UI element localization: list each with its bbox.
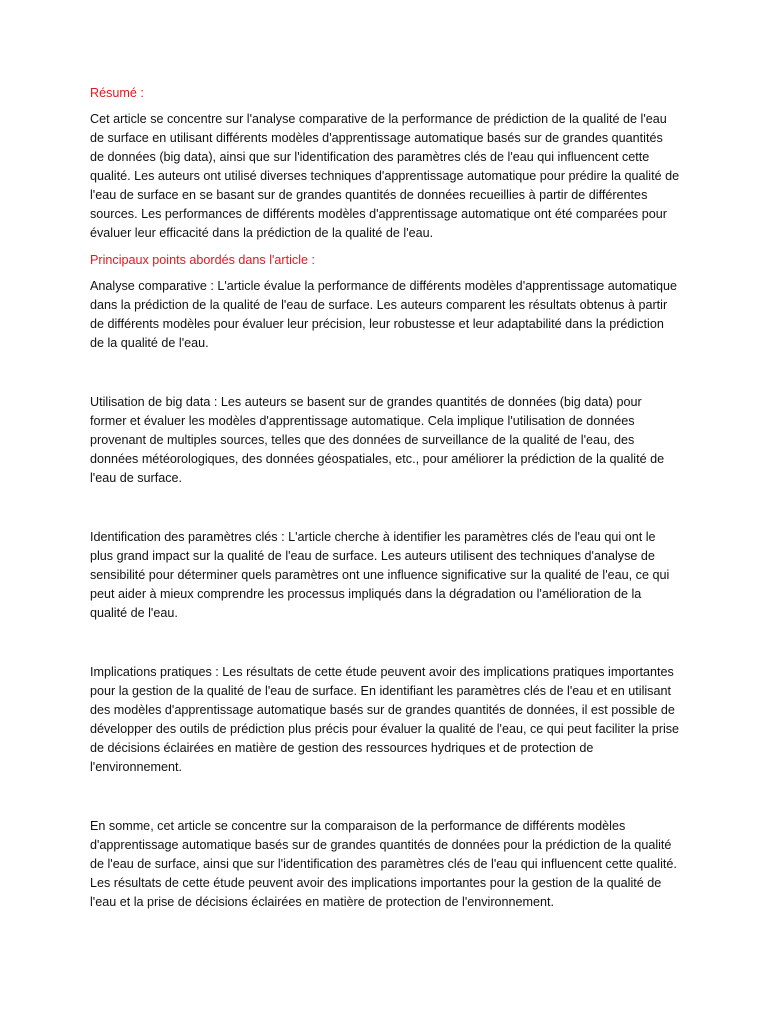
conclusion-paragraph: En somme, cet article se concentre sur la comparaison de la performance de différents modèles d'apprentissage automatique basés sur de grandes quantités de données pour la prédiction de la qualité de l'eau de surface, ainsi que sur l'identification des paramètres clés de l'eau qui influencent cette qualité. Les résultats de cette étude peuvent avoir des implications importantes pour la gestion de la qualité de l'eau et la prise de décisions éclairées en matière de protection de l'environnement. bbox=[90, 819, 677, 909]
summary-heading: Résumé : bbox=[90, 86, 144, 100]
document-page bbox=[90, 84, 680, 920]
point-big-data: Utilisation de big data : Les auteurs se basent sur de grandes quantités de données (big data) pour former et évaluer les modèles d'apprentissage automatique. Cela implique l'utilisation de données provenant de multiples sources, telles que des données de surveillance de la qualité de l'eau, des données météorologiques, des données géospatiales, etc., pour améliorer la prédiction de la qualité de l'eau de surface. bbox=[90, 395, 665, 485]
summary-paragraph: Cet article se concentre sur l'analyse comparative de la performance de prédiction de la qualité de l'eau de surface en utilisant différents modèles d'apprentissage automatique basés sur de grandes quantités de données (big data), ainsi que sur l'identification des paramètres clés de l'eau qui influencent cette qualité. Les auteurs ont utilisé diverses techniques d'apprentissage automatique pour prédire la qualité de l'eau de surface en se basant sur de grandes quantités de données recueillies à partir de différentes sources. Les performances de différents modèles d'apprentissage automatique ont été comparées pour évaluer leur efficacité dans la prédiction de la qualité de l'eau. bbox=[90, 112, 680, 240]
points-heading: Principaux points abordés dans l'article : bbox=[90, 253, 316, 267]
point-implications-pratiques: Implications pratiques : Les résultats de cette étude peuvent avoir des implications pratiques importantes pour la gestion de la qualité de l'eau de surface. En identifiant les paramètres clés de l'eau et en utilisant des modèles d'apprentissage automatique basés sur de grandes quantités de données, il est possible de développer des outils de prédiction plus précis pour évaluer la qualité de l'eau, ce qui peut faciliter la prise de décisions éclairées en matière de gestion des ressources hydriques et de protection de l'environnement. bbox=[90, 665, 680, 774]
point-parametres-cles: Identification des paramètres clés : L'article cherche à identifier les paramètres clés de l'eau qui ont le plus grand impact sur la qualité de l'eau de surface. Les auteurs utilisent des techniques d'analyse de sensibilité pour déterminer quels paramètres ont une influence significative sur la qualité de l'eau, ce qui peut aider à mieux comprendre les processus impliqués dans la dégradation ou l'amélioration de la qualité de l'eau. bbox=[90, 530, 670, 620]
point-analyse-comparative: Analyse comparative : L'article évalue la performance de différents modèles d'apprentissage automatique dans la prédiction de la qualité de l'eau de surface. Les auteurs comparent les résultats obtenus à partir de différents modèles pour évaluer leur précision, leur robustesse et leur adaptabilité dans la prédiction de la qualité de l'eau. bbox=[90, 279, 678, 350]
